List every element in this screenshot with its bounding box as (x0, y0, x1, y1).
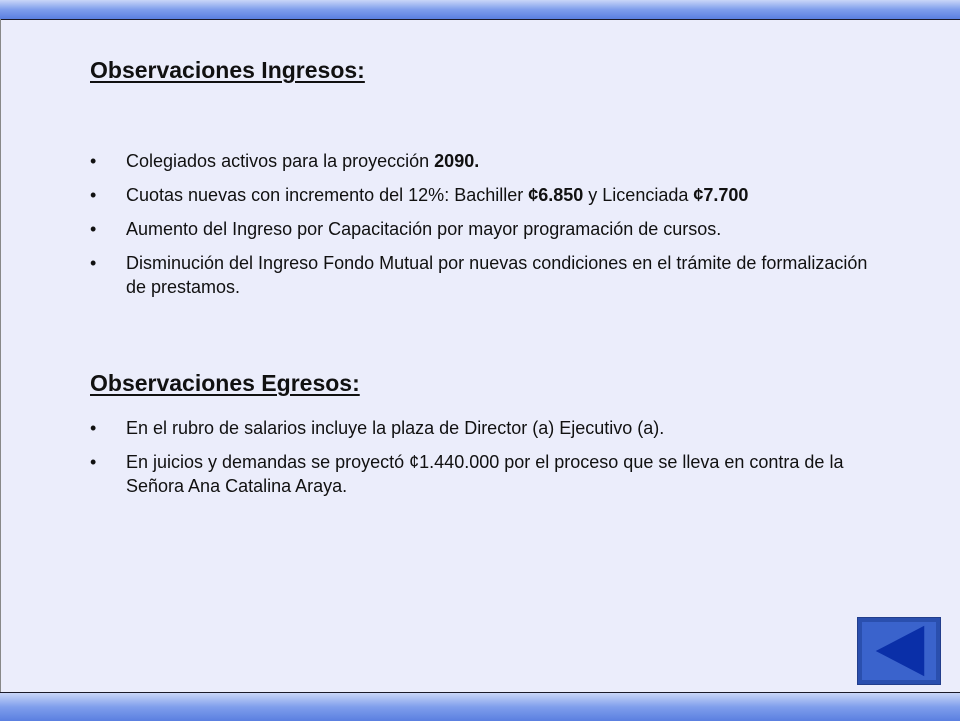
triangle-left-icon (858, 618, 940, 684)
bullet-icon: • (90, 253, 97, 273)
list-item: • Aumento del Ingreso por Capacitación por mayor programación de cursos. (90, 219, 722, 239)
bullet-icon: • (90, 452, 97, 472)
bullet-icon: • (90, 418, 97, 438)
slide-content (0, 20, 960, 692)
list-item: • Cuotas nuevas con incremento del 12%: Bachiller ¢6.850 y Licenciada ¢7.700 (90, 185, 749, 205)
list-item: • Colegiados activos para la proyección 2090. (90, 151, 480, 171)
bullet-icon: • (90, 219, 97, 239)
list-item: • En el rubro de salarios incluye la plaza de Director (a) Ejecutivo (a). (90, 418, 665, 438)
back-button[interactable] (857, 617, 941, 685)
bullet-icon: • (90, 151, 97, 171)
list-item: • En juicios y demandas se proyectó ¢1.440.000 por el proceso que se lleva en contra de la Señora Ana Catalina Araya. (90, 452, 844, 496)
bullet-icon: • (90, 185, 97, 205)
list-item: • Disminución del Ingreso Fondo Mutual por nuevas condiciones en el trámite de formalización de prestamos. (90, 253, 868, 297)
top-bar (0, 0, 960, 20)
bottom-bar (0, 692, 960, 721)
ingresos-heading: Observaciones Ingresos: (90, 57, 365, 83)
egresos-list (90, 416, 890, 508)
egresos-heading: Observaciones Egresos: (90, 370, 360, 396)
ingresos-list (90, 149, 890, 309)
